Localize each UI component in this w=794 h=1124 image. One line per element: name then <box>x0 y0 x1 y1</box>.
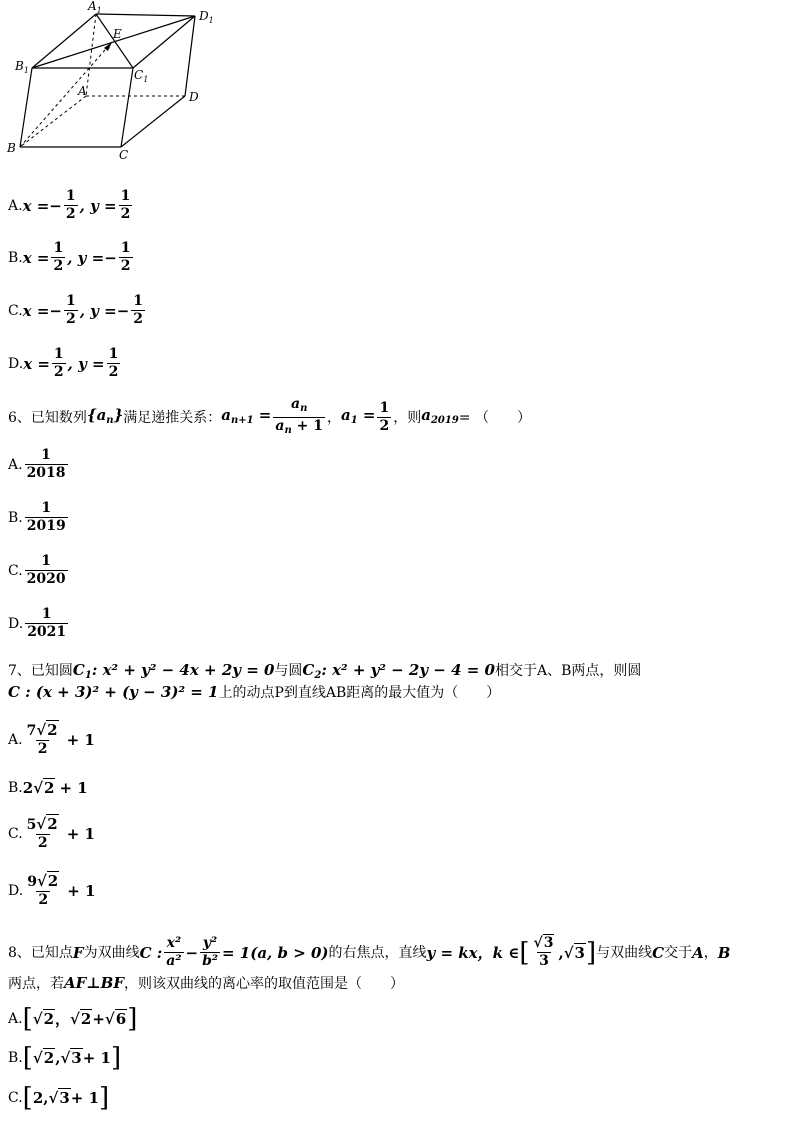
option-letter: A. <box>8 197 23 214</box>
q7-line1-tail: 相交于A、B两点，则圆 <box>494 663 642 679</box>
option-frac <box>25 873 61 909</box>
sqrt-wrap <box>46 722 58 739</box>
q8-k-in: ，k ∈ <box>477 943 520 962</box>
q6-a1: $a_1$ = <box>340 405 376 426</box>
q8-option-c[interactable] <box>8 1083 110 1113</box>
x-sign: − <box>49 301 62 320</box>
bracket-right: ] <box>127 1003 138 1034</box>
bracket-left: [ <box>22 1043 33 1073</box>
y-frac-num: 1 <box>120 188 131 204</box>
y-frac <box>131 293 145 328</box>
option-letter: A. <box>8 456 23 473</box>
x-frac-num: 1 <box>53 240 64 256</box>
q8-C2: C <box>652 943 665 962</box>
q8-F: F <box>72 943 84 962</box>
option-frac-num <box>25 873 61 891</box>
q7-c2: $C_2$: x² + y² − 2y − 4 = 0 <box>302 661 495 681</box>
q8-A: A <box>692 943 704 962</box>
sqrt-radicand: 2 <box>44 779 55 797</box>
option-letter: C. <box>8 1090 23 1106</box>
option-letter: B. <box>8 1050 23 1066</box>
q6-end: = （ ） <box>458 409 531 426</box>
coef: 9 <box>27 874 37 890</box>
q8-k-hi: √3 <box>563 943 585 962</box>
bracket-right: ] <box>99 1083 110 1113</box>
option-letter: D. <box>8 355 24 372</box>
x-var: x = <box>22 301 50 320</box>
q6-seq: $\{a_n\}$ <box>86 405 124 426</box>
q8-right-focus: 的右焦点，直线 <box>328 944 427 961</box>
sqrt-radicand: 6 <box>115 1009 127 1028</box>
option-frac-num: 1 <box>41 500 52 516</box>
q6-prefix: 6、已知数列 <box>8 409 87 426</box>
y-frac-num: 1 <box>120 240 131 256</box>
q8-stem-line2 <box>8 974 404 993</box>
x-frac <box>64 293 78 328</box>
option-frac-num: 1 <box>41 447 51 463</box>
q7-circle-eq: C : (x + 3)² + (y − 3)² = 1 <box>8 683 219 701</box>
option-letter: A. <box>8 1010 23 1027</box>
q8-at: 交于 <box>664 944 693 961</box>
x-frac-num: 1 <box>65 188 76 204</box>
q6-option-b[interactable] <box>8 500 70 535</box>
option-letter: A. <box>8 732 23 748</box>
bracket-right: ] <box>110 1043 122 1073</box>
q6-option-a[interactable] <box>8 447 70 482</box>
q8-eq-tail: = 1(a, b > 0) <box>222 943 329 962</box>
q8-option-b[interactable] <box>8 1043 122 1073</box>
q7-prefix: 7、已知圆 <box>8 663 73 679</box>
option-tail: + 1 <box>66 731 95 749</box>
y-var: , y = <box>79 196 117 215</box>
sqrt: √6 <box>104 1009 127 1028</box>
q7-mid: 与圆 <box>274 663 303 679</box>
x-var: x = <box>23 354 50 373</box>
sqrt-radicand: 3 <box>71 1049 82 1067</box>
option-frac <box>25 500 68 535</box>
option-letter: D. <box>8 883 24 899</box>
q5-option-c[interactable] <box>8 293 147 328</box>
q8-prefix: 8、已知点 <box>8 944 73 961</box>
option-frac-den: 2019 <box>26 518 66 534</box>
label-E: E <box>113 27 122 41</box>
x-var: x = <box>22 196 50 215</box>
sqrt: √2 <box>36 815 58 833</box>
y-sign: − <box>116 301 130 320</box>
option-frac-den: 2 <box>37 835 48 851</box>
q8-B: B <box>717 943 731 962</box>
y-var: , y = <box>67 354 105 373</box>
label-D1: $D_1$ <box>199 9 214 25</box>
q8-perp: AF⊥BF <box>64 974 125 992</box>
label-B: B <box>7 141 16 155</box>
bracket-left: [ <box>22 1083 33 1113</box>
q7-line2-tail: 上的动点P到直线AB距离的最大值为（ ） <box>218 685 501 701</box>
q8-minus: − <box>185 943 199 962</box>
y-sign: − <box>104 248 117 267</box>
sqrt: √2 <box>70 1009 92 1028</box>
sqrt: √3 <box>48 1089 70 1107</box>
q6-then: ，则 <box>393 409 422 426</box>
sqrt-wrap <box>58 1089 70 1107</box>
y-frac-den: 2 <box>120 206 131 222</box>
x-frac-num: 1 <box>53 346 64 362</box>
plus: + 1 <box>70 1089 100 1107</box>
sqrt-radicand: 2 <box>80 1009 92 1028</box>
option-frac-num <box>25 816 61 834</box>
sqrt: √2 <box>36 872 59 890</box>
q7-option-d[interactable] <box>8 873 95 909</box>
q8-comma: ， <box>703 944 718 961</box>
sqrt-wrap <box>43 1010 55 1028</box>
q7-option-a[interactable] <box>8 722 95 758</box>
option-letter: C. <box>8 302 23 319</box>
sqrt-radicand: 2 <box>43 1049 55 1067</box>
q8-line: y = kx <box>426 943 478 962</box>
q6-a1-frac: $\frac{1}{2}$ <box>379 400 390 434</box>
option-frac-den: 2 <box>37 741 48 757</box>
y-frac-den: 2 <box>133 311 144 327</box>
y-frac <box>119 240 133 275</box>
q6-option-d[interactable] <box>8 606 70 641</box>
q8-line2-tail: ，则该双曲线的离心率的取值范围是（ ） <box>124 976 405 992</box>
option-letter: D. <box>8 615 24 632</box>
option-frac <box>25 447 68 482</box>
q6-target: $a_{2019}$ <box>421 405 459 426</box>
q8-intersect: 与双曲线 <box>596 944 653 961</box>
bracket-left: [ <box>22 1003 33 1034</box>
option-letter: B. <box>8 509 23 526</box>
option-frac <box>25 722 61 758</box>
q7-stem-line2 <box>8 683 500 702</box>
option-tail: + 1 <box>66 825 95 843</box>
label-C1: $C_1$ <box>134 68 149 84</box>
sqrt-wrap <box>70 1049 82 1067</box>
q8-frac-x: $\frac{\text{x²}}{\text{a²}}$ <box>166 935 182 969</box>
lead: 2, <box>32 1089 49 1107</box>
q6-recur-frac: $\frac{a_n}{a_n + 1}$ <box>273 396 325 439</box>
sqrt-radicand: 2 <box>47 721 58 739</box>
sqrt-wrap <box>43 779 55 797</box>
sqrt-radicand: 2 <box>47 815 58 833</box>
q8-bracket-left: [ <box>519 937 530 968</box>
option-frac-den: 2021 <box>27 624 67 640</box>
option-frac-den: 2018 <box>26 465 66 481</box>
sqrt-wrap <box>46 816 58 833</box>
label-B1: $B_1$ <box>15 59 29 75</box>
option-frac-num: 1 <box>41 553 52 569</box>
plus: + <box>92 1009 105 1028</box>
separator: ， <box>55 1010 71 1028</box>
q7-stem-line1 <box>8 661 641 685</box>
sqrt: √3 <box>60 1049 82 1067</box>
x-frac-den: 2 <box>53 364 64 380</box>
option-letter: C. <box>8 826 23 842</box>
label-D: D <box>189 90 199 104</box>
label-A: A <box>78 84 87 98</box>
q6-recur-lhs: $a_{n+1}$ = <box>221 405 272 426</box>
coef: 7 <box>26 723 37 739</box>
q6-comma: ， <box>326 409 341 426</box>
q5-option-b[interactable] <box>8 240 135 275</box>
sqrt-radicand: 2 <box>43 1009 55 1028</box>
x-frac-den: 2 <box>65 311 76 327</box>
y-var: , y = <box>67 248 105 267</box>
label-C: C <box>119 148 129 162</box>
x-frac-den: 2 <box>65 206 76 222</box>
separator: , <box>55 1049 61 1067</box>
sqrt: √2 <box>33 779 55 797</box>
sqrt-wrap <box>115 1010 127 1028</box>
option-frac-den: 2 <box>38 892 49 908</box>
y-frac-den: 2 <box>120 258 131 274</box>
sqrt-wrap <box>80 1010 92 1028</box>
q7-option-b[interactable] <box>8 779 88 797</box>
sqrt: √2 <box>36 721 58 739</box>
q8-option-a[interactable] <box>8 1003 138 1034</box>
option-tail: + 1 <box>67 882 96 900</box>
q5-option-a[interactable] <box>8 188 134 223</box>
q6-mid: 满足递推关系： <box>123 409 222 426</box>
q8-frac-y: $\frac{\text{y²}}{\text{b²}}$ <box>202 935 218 969</box>
y-frac-num: 1 <box>108 346 119 362</box>
option-frac-num: 1 <box>41 606 52 622</box>
q8-stem-line1: 8、已知点 F 为双曲线 C : $\frac{\text{x²}}{\text{a²}}$ − $\frac{\text{y²}}{\text{b²}}$ = 1(a, b > 0) 的右焦点，直线 y = kx ，k ∈ [ $\frac{√3}{3}$ , √3 ] 与双曲线 C 交于 A ， B <box>8 935 731 969</box>
label-A1: $A_1$ <box>88 0 102 15</box>
q5-option-d[interactable] <box>8 346 122 381</box>
option-letter: B. <box>8 780 23 796</box>
q7-option-c[interactable] <box>8 816 95 852</box>
option-frac-den: 2020 <box>26 571 66 587</box>
sqrt-radicand: 2 <box>47 872 59 890</box>
option-frac <box>25 606 68 641</box>
sqrt: √2 <box>32 1009 55 1028</box>
q8-is: 为双曲线 <box>83 944 140 961</box>
option-letter: C. <box>8 562 23 579</box>
q8-k-lo: $\frac{√3}{3}$ <box>533 935 554 969</box>
y-frac <box>107 346 121 381</box>
q8-C: C : <box>139 943 163 962</box>
y-frac <box>119 188 133 223</box>
q6-option-c[interactable] <box>8 553 70 588</box>
coef: 5 <box>26 817 37 833</box>
y-var: , y = <box>79 301 117 320</box>
option-frac-num <box>25 722 61 740</box>
sqrt: √2 <box>32 1049 55 1067</box>
parallelepiped-figure <box>0 0 220 165</box>
q7-c1: $C_1$: x² + y² − 4x + 2y = 0 <box>72 661 275 681</box>
x-frac-den: 2 <box>53 258 64 274</box>
x-frac <box>51 240 65 275</box>
q6-stem <box>8 396 531 439</box>
x-sign: − <box>49 196 62 215</box>
q8-bracket-right: ] <box>585 937 597 968</box>
option-frac <box>25 816 61 852</box>
sqrt-radicand: 3 <box>59 1089 70 1107</box>
option-letter: B. <box>8 249 23 266</box>
coef: 2 <box>22 779 34 797</box>
option-frac <box>25 553 68 588</box>
x-frac <box>64 188 78 223</box>
sqrt-wrap <box>47 873 59 890</box>
option-tail: + 1 <box>59 779 88 797</box>
x-frac <box>52 346 66 381</box>
x-var: x = <box>22 248 50 267</box>
q8-line2: 两点，若 <box>8 976 64 992</box>
y-frac-num: 1 <box>133 293 144 309</box>
sqrt-wrap <box>43 1049 55 1067</box>
y-frac-den: 2 <box>108 364 119 380</box>
plus: + 1 <box>82 1049 111 1067</box>
x-frac-num: 1 <box>65 293 76 309</box>
